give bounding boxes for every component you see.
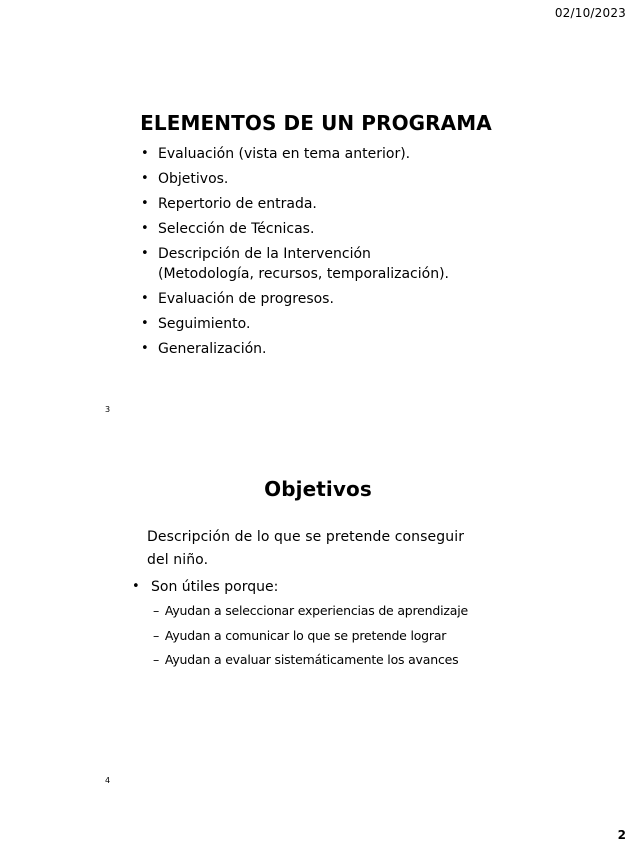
bullet-icon: •: [141, 246, 149, 261]
list-item-text: Objetivos.: [158, 171, 229, 187]
list-item-text-line-2: (Metodología, recursos, temporalización).: [158, 266, 449, 282]
date-label: 02/10/2023: [554, 6, 626, 20]
list-item: [141, 314, 521, 334]
list-item: [141, 144, 521, 164]
list-item: [141, 339, 521, 359]
dash-icon: –: [153, 652, 160, 667]
list-item: [141, 169, 521, 189]
bullet-icon: •: [141, 341, 149, 356]
sub-list-item-text: Ayudan a seleccionar experiencias de aprendizaje: [164, 603, 468, 618]
bullet-icon: •: [132, 579, 140, 594]
bullet-icon: •: [141, 316, 149, 331]
slide-number: 3: [105, 405, 111, 414]
bullet-icon: •: [141, 196, 149, 211]
list-item-text: Repertorio de entrada.: [158, 196, 317, 212]
slide-title: Objetivos: [264, 477, 372, 501]
list-item-text: Selección de Técnicas.: [158, 221, 315, 237]
slide-objetivos: [0, 424, 636, 848]
bullet-icon: •: [141, 171, 149, 186]
bullet-icon: •: [141, 291, 149, 306]
slide-number: 4: [105, 776, 111, 785]
list-item: [141, 219, 521, 239]
sub-list-item: [153, 626, 468, 646]
sub-list-item-text: Ayudan a evaluar sistemáticamente los avances: [164, 652, 459, 667]
list-item: [141, 289, 521, 309]
list-item-text: Evaluación de progresos.: [158, 291, 334, 307]
bullet-icon: •: [141, 146, 149, 161]
description-line-2: del niño.: [147, 552, 209, 568]
list-item: [141, 244, 521, 284]
list-item-text: Evaluación (vista en tema anterior).: [158, 146, 411, 162]
bullet-icon: •: [141, 221, 149, 236]
sub-list-item: [153, 650, 468, 670]
dash-icon: –: [153, 603, 160, 618]
sub-list-item-text: Ayudan a comunicar lo que se pretende lograr: [164, 627, 447, 643]
usefulness-sub-list: [153, 601, 468, 675]
list-item: [141, 194, 521, 214]
program-elements-list: [141, 144, 521, 364]
list-item-text: Generalización.: [158, 341, 267, 357]
dash-icon: –: [153, 627, 160, 643]
reason-text: Son útiles porque:: [151, 579, 279, 595]
sub-list-item: [153, 601, 468, 621]
page-number: 2: [617, 828, 626, 842]
list-item-text: Seguimiento.: [158, 316, 251, 332]
description-line-1: Descripción de lo que se pretende conseguir: [147, 529, 465, 545]
slide-title: ELEMENTOS DE UN PROGRAMA: [140, 111, 492, 135]
list-item-text-line-1: Descripción de la Intervención: [158, 246, 371, 262]
objectives-description: [147, 526, 507, 572]
